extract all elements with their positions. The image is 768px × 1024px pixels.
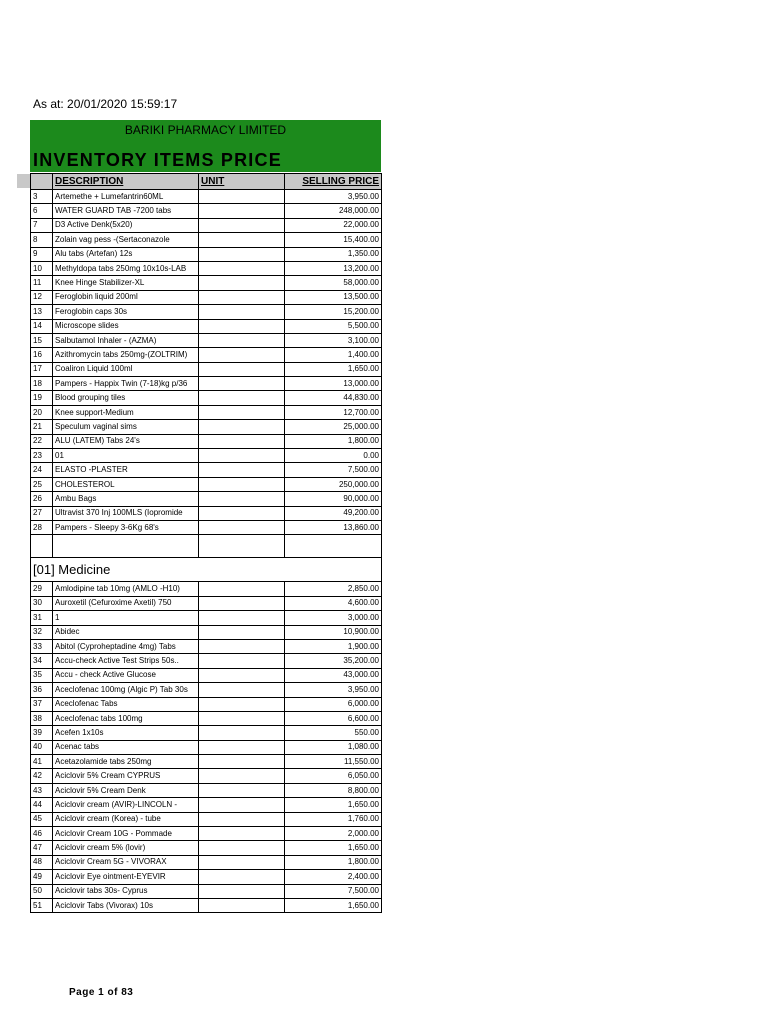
item-number: 24 bbox=[31, 463, 53, 477]
item-number: 36 bbox=[31, 683, 53, 697]
as-at-timestamp: As at: 20/01/2020 15:59:17 bbox=[33, 97, 178, 111]
item-description: Accu - check Active Glucose bbox=[53, 668, 199, 682]
item-price: 3,100.00 bbox=[285, 333, 382, 347]
item-description: Pampers - Sleepy 3-6Kg 68's bbox=[53, 520, 199, 534]
item-number: 44 bbox=[31, 798, 53, 812]
item-price: 6,050.00 bbox=[285, 769, 382, 783]
item-description: ALU (LATEM) Tabs 24's bbox=[53, 434, 199, 448]
item-price: 1,650.00 bbox=[285, 798, 382, 812]
item-price: 12,700.00 bbox=[285, 405, 382, 419]
table-row bbox=[31, 420, 382, 434]
table-row bbox=[31, 783, 382, 797]
company-name: BARIKI PHARMACY LIMITED bbox=[124, 123, 287, 137]
table-row bbox=[31, 654, 382, 668]
item-unit bbox=[199, 798, 285, 812]
section-title: [01] Medicine bbox=[31, 558, 382, 582]
table-row bbox=[31, 855, 382, 869]
table-row bbox=[31, 333, 382, 347]
item-unit bbox=[199, 654, 285, 668]
item-price: 13,000.00 bbox=[285, 377, 382, 391]
item-description: Abitol (Cyproheptadine 4mg) Tabs bbox=[53, 639, 199, 653]
item-price: 25,000.00 bbox=[285, 420, 382, 434]
item-unit bbox=[199, 783, 285, 797]
item-price: 1,900.00 bbox=[285, 639, 382, 653]
item-unit bbox=[199, 420, 285, 434]
item-unit bbox=[199, 247, 285, 261]
item-price: 250,000.00 bbox=[285, 477, 382, 491]
table-row bbox=[31, 477, 382, 491]
header-unit: UNIT bbox=[199, 174, 285, 190]
item-description: Pampers - Happix Twin (7-18)kg p/36 bbox=[53, 377, 199, 391]
item-number: 48 bbox=[31, 855, 53, 869]
item-price: 44,830.00 bbox=[285, 391, 382, 405]
item-number: 10 bbox=[31, 261, 53, 275]
item-number: 46 bbox=[31, 827, 53, 841]
item-price: 7,500.00 bbox=[285, 463, 382, 477]
item-number: 7 bbox=[31, 218, 53, 232]
item-description: Coaliron Liquid 100ml bbox=[53, 362, 199, 376]
blank-cell bbox=[53, 535, 199, 558]
item-price: 6,600.00 bbox=[285, 711, 382, 725]
item-description: Microscope slides bbox=[53, 319, 199, 333]
item-unit bbox=[199, 305, 285, 319]
item-description: Artemethe + Lumefantrin60ML bbox=[53, 190, 199, 204]
item-unit bbox=[199, 596, 285, 610]
item-description: 01 bbox=[53, 449, 199, 463]
item-number: 22 bbox=[31, 434, 53, 448]
item-number: 9 bbox=[31, 247, 53, 261]
item-unit bbox=[199, 362, 285, 376]
item-unit bbox=[199, 683, 285, 697]
item-number: 15 bbox=[31, 333, 53, 347]
item-description: Acetazolamide tabs 250mg bbox=[53, 755, 199, 769]
item-number: 17 bbox=[31, 362, 53, 376]
item-number: 51 bbox=[31, 898, 53, 912]
table-row bbox=[31, 247, 382, 261]
table-row bbox=[31, 625, 382, 639]
item-description: Aciclovir cream (AVIR)-LINCOLN - bbox=[53, 798, 199, 812]
item-price: 4,600.00 bbox=[285, 596, 382, 610]
item-price: 1,080.00 bbox=[285, 740, 382, 754]
item-unit bbox=[199, 711, 285, 725]
item-description: Zolain vag pess -(Sertaconazole bbox=[53, 233, 199, 247]
table-row bbox=[31, 812, 382, 826]
table-row bbox=[31, 463, 382, 477]
item-unit bbox=[199, 290, 285, 304]
item-description: Azithromycin tabs 250mg-(ZOLTRIM) bbox=[53, 348, 199, 362]
item-description: Auroxetil (Cefuroxime Axetil) 750 bbox=[53, 596, 199, 610]
table-row bbox=[31, 769, 382, 783]
table-row bbox=[31, 506, 382, 520]
table-row bbox=[31, 290, 382, 304]
item-number: 34 bbox=[31, 654, 53, 668]
item-price: 1,800.00 bbox=[285, 434, 382, 448]
item-unit bbox=[199, 740, 285, 754]
item-price: 43,000.00 bbox=[285, 668, 382, 682]
item-number: 14 bbox=[31, 319, 53, 333]
item-price: 550.00 bbox=[285, 726, 382, 740]
item-description: Aceclofenac 100mg (Algic P) Tab 30s bbox=[53, 683, 199, 697]
item-description: Aceclofenac Tabs bbox=[53, 697, 199, 711]
table-row bbox=[31, 683, 382, 697]
item-price: 7,500.00 bbox=[285, 884, 382, 898]
item-number: 11 bbox=[31, 276, 53, 290]
item-unit bbox=[199, 449, 285, 463]
item-number: 33 bbox=[31, 639, 53, 653]
item-number: 49 bbox=[31, 870, 53, 884]
item-description: Aciclovir Cream 5G - VIVORAX bbox=[53, 855, 199, 869]
item-unit bbox=[199, 261, 285, 275]
item-unit bbox=[199, 884, 285, 898]
item-price: 3,950.00 bbox=[285, 190, 382, 204]
item-number: 37 bbox=[31, 697, 53, 711]
section-header-row bbox=[31, 558, 382, 582]
item-description: Salbutamol Inhaler - (AZMA) bbox=[53, 333, 199, 347]
item-number: 35 bbox=[31, 668, 53, 682]
table-row bbox=[31, 697, 382, 711]
item-price: 1,650.00 bbox=[285, 841, 382, 855]
item-number: 43 bbox=[31, 783, 53, 797]
item-description: Aciclovir Tabs (Vivorax) 10s bbox=[53, 898, 199, 912]
item-number: 39 bbox=[31, 726, 53, 740]
item-number: 19 bbox=[31, 391, 53, 405]
item-price: 58,000.00 bbox=[285, 276, 382, 290]
table-row bbox=[31, 319, 382, 333]
item-price: 8,800.00 bbox=[285, 783, 382, 797]
item-number: 40 bbox=[31, 740, 53, 754]
table-row bbox=[31, 726, 382, 740]
header-row-marker bbox=[17, 174, 30, 188]
item-unit bbox=[199, 668, 285, 682]
item-price: 13,200.00 bbox=[285, 261, 382, 275]
item-unit bbox=[199, 434, 285, 448]
table-header-row bbox=[31, 174, 382, 190]
item-number: 32 bbox=[31, 625, 53, 639]
item-price: 35,200.00 bbox=[285, 654, 382, 668]
table-row bbox=[31, 611, 382, 625]
item-number: 20 bbox=[31, 405, 53, 419]
item-price: 11,550.00 bbox=[285, 755, 382, 769]
item-unit bbox=[199, 870, 285, 884]
item-unit bbox=[199, 639, 285, 653]
item-unit bbox=[199, 611, 285, 625]
item-unit bbox=[199, 377, 285, 391]
item-unit bbox=[199, 898, 285, 912]
table-row bbox=[31, 884, 382, 898]
item-unit bbox=[199, 190, 285, 204]
item-number: 47 bbox=[31, 841, 53, 855]
item-description: Abidec bbox=[53, 625, 199, 639]
table-row bbox=[31, 362, 382, 376]
blank-row bbox=[31, 535, 382, 558]
table-row bbox=[31, 582, 382, 596]
item-description: Alu tabs (Artefan) 12s bbox=[53, 247, 199, 261]
item-number: 16 bbox=[31, 348, 53, 362]
table-row bbox=[31, 434, 382, 448]
item-description: D3 Active Denk(5x20) bbox=[53, 218, 199, 232]
item-description: Accu-check Active Test Strips 50s.. bbox=[53, 654, 199, 668]
table-row bbox=[31, 391, 382, 405]
item-description: Aciclovir Cream 10G - Pommade bbox=[53, 827, 199, 841]
item-unit bbox=[199, 391, 285, 405]
item-description: ELASTO -PLASTER bbox=[53, 463, 199, 477]
item-number: 45 bbox=[31, 812, 53, 826]
item-price: 15,400.00 bbox=[285, 233, 382, 247]
item-number: 26 bbox=[31, 492, 53, 506]
item-unit bbox=[199, 520, 285, 534]
item-number: 12 bbox=[31, 290, 53, 304]
item-price: 3,950.00 bbox=[285, 683, 382, 697]
item-unit bbox=[199, 841, 285, 855]
item-price: 90,000.00 bbox=[285, 492, 382, 506]
item-price: 1,800.00 bbox=[285, 855, 382, 869]
item-unit bbox=[199, 812, 285, 826]
table-row bbox=[31, 449, 382, 463]
item-price: 2,000.00 bbox=[285, 827, 382, 841]
report-banner bbox=[30, 120, 381, 172]
item-price: 6,000.00 bbox=[285, 697, 382, 711]
item-price: 0.00 bbox=[285, 449, 382, 463]
item-number: 18 bbox=[31, 377, 53, 391]
item-price: 3,000.00 bbox=[285, 611, 382, 625]
item-description: Aciclovir cream (Korea) - tube bbox=[53, 812, 199, 826]
item-price: 1,650.00 bbox=[285, 362, 382, 376]
item-price: 1,650.00 bbox=[285, 898, 382, 912]
table-row bbox=[31, 841, 382, 855]
report-title: INVENTORY ITEMS PRICE bbox=[33, 150, 282, 170]
item-unit bbox=[199, 726, 285, 740]
item-description: Aciclovir tabs 30s- Cyprus bbox=[53, 884, 199, 898]
item-description: 1 bbox=[53, 611, 199, 625]
item-price: 1,760.00 bbox=[285, 812, 382, 826]
table-row bbox=[31, 305, 382, 319]
item-unit bbox=[199, 218, 285, 232]
item-unit bbox=[199, 348, 285, 362]
item-description: Feroglobin caps 30s bbox=[53, 305, 199, 319]
table-row bbox=[31, 204, 382, 218]
table-body-medicine bbox=[31, 582, 382, 913]
table-row bbox=[31, 596, 382, 610]
item-number: 30 bbox=[31, 596, 53, 610]
item-description: Knee Hinge Stabilizer-XL bbox=[53, 276, 199, 290]
table-row bbox=[31, 377, 382, 391]
item-unit bbox=[199, 276, 285, 290]
item-unit bbox=[199, 755, 285, 769]
item-number: 31 bbox=[31, 611, 53, 625]
header-no bbox=[31, 174, 53, 190]
item-number: 25 bbox=[31, 477, 53, 491]
header-description: DESCRIPTION bbox=[53, 174, 199, 190]
item-description: Amlodipine tab 10mg (AMLO -H10) bbox=[53, 582, 199, 596]
item-unit bbox=[199, 233, 285, 247]
table-body-top bbox=[31, 190, 382, 535]
item-number: 42 bbox=[31, 769, 53, 783]
item-unit bbox=[199, 855, 285, 869]
item-description: Knee support-Medium bbox=[53, 405, 199, 419]
item-unit bbox=[199, 769, 285, 783]
table-row bbox=[31, 261, 382, 275]
item-description: Aciclovir 5% Cream Denk bbox=[53, 783, 199, 797]
item-unit bbox=[199, 582, 285, 596]
item-price: 22,000.00 bbox=[285, 218, 382, 232]
item-description: WATER GUARD TAB -7200 tabs bbox=[53, 204, 199, 218]
table-row bbox=[31, 492, 382, 506]
item-unit bbox=[199, 463, 285, 477]
item-price: 13,500.00 bbox=[285, 290, 382, 304]
item-number: 3 bbox=[31, 190, 53, 204]
item-description: Feroglobin liquid 200ml bbox=[53, 290, 199, 304]
table-row bbox=[31, 233, 382, 247]
item-description: Aciclovir cream 5% (lovir) bbox=[53, 841, 199, 855]
table-row bbox=[31, 190, 382, 204]
item-description: Methyldopa tabs 250mg 10x10s-LAB bbox=[53, 261, 199, 275]
inventory-table bbox=[30, 173, 382, 913]
item-number: 27 bbox=[31, 506, 53, 520]
table-row bbox=[31, 870, 382, 884]
table-row bbox=[31, 740, 382, 754]
item-price: 13,860.00 bbox=[285, 520, 382, 534]
blank-cell bbox=[285, 535, 382, 558]
item-unit bbox=[199, 697, 285, 711]
item-price: 15,200.00 bbox=[285, 305, 382, 319]
table-row bbox=[31, 798, 382, 812]
table-row bbox=[31, 405, 382, 419]
item-number: 21 bbox=[31, 420, 53, 434]
item-description: Aciclovir Eye ointment-EYEVIR bbox=[53, 870, 199, 884]
table-row bbox=[31, 348, 382, 362]
table-row bbox=[31, 755, 382, 769]
item-unit bbox=[199, 333, 285, 347]
table-row bbox=[31, 520, 382, 534]
item-description: Speculum vaginal sims bbox=[53, 420, 199, 434]
item-unit bbox=[199, 827, 285, 841]
item-price: 10,900.00 bbox=[285, 625, 382, 639]
item-description: Ambu Bags bbox=[53, 492, 199, 506]
item-unit bbox=[199, 477, 285, 491]
item-number: 6 bbox=[31, 204, 53, 218]
item-unit bbox=[199, 625, 285, 639]
item-unit bbox=[199, 506, 285, 520]
item-description: Ultravist 370 Inj 100MLS (Iopromide bbox=[53, 506, 199, 520]
item-number: 23 bbox=[31, 449, 53, 463]
item-number: 13 bbox=[31, 305, 53, 319]
item-unit bbox=[199, 492, 285, 506]
item-price: 49,200.00 bbox=[285, 506, 382, 520]
blank-cell bbox=[199, 535, 285, 558]
table-row bbox=[31, 827, 382, 841]
table-row bbox=[31, 276, 382, 290]
item-description: CHOLESTEROL bbox=[53, 477, 199, 491]
item-number: 29 bbox=[31, 582, 53, 596]
item-price: 248,000.00 bbox=[285, 204, 382, 218]
section-spacer bbox=[31, 535, 382, 582]
page-number: Page 1 of 83 bbox=[69, 987, 134, 998]
table-row bbox=[31, 898, 382, 912]
item-unit bbox=[199, 319, 285, 333]
item-description: Aceclofenac tabs 100mg bbox=[53, 711, 199, 725]
item-description: Acefen 1x10s bbox=[53, 726, 199, 740]
item-description: Acenac tabs bbox=[53, 740, 199, 754]
blank-cell bbox=[31, 535, 53, 558]
item-number: 38 bbox=[31, 711, 53, 725]
header-selling-price: SELLING PRICE bbox=[285, 174, 382, 190]
table-row bbox=[31, 711, 382, 725]
item-description: Aciclovir 5% Cream CYPRUS bbox=[53, 769, 199, 783]
item-price: 2,400.00 bbox=[285, 870, 382, 884]
item-price: 1,400.00 bbox=[285, 348, 382, 362]
item-price: 2,850.00 bbox=[285, 582, 382, 596]
table-row bbox=[31, 639, 382, 653]
item-number: 41 bbox=[31, 755, 53, 769]
item-number: 8 bbox=[31, 233, 53, 247]
table-row bbox=[31, 218, 382, 232]
item-description: Blood grouping tiles bbox=[53, 391, 199, 405]
item-unit bbox=[199, 204, 285, 218]
item-price: 5,500.00 bbox=[285, 319, 382, 333]
item-number: 50 bbox=[31, 884, 53, 898]
item-price: 1,350.00 bbox=[285, 247, 382, 261]
table-row bbox=[31, 668, 382, 682]
item-number: 28 bbox=[31, 520, 53, 534]
item-unit bbox=[199, 405, 285, 419]
